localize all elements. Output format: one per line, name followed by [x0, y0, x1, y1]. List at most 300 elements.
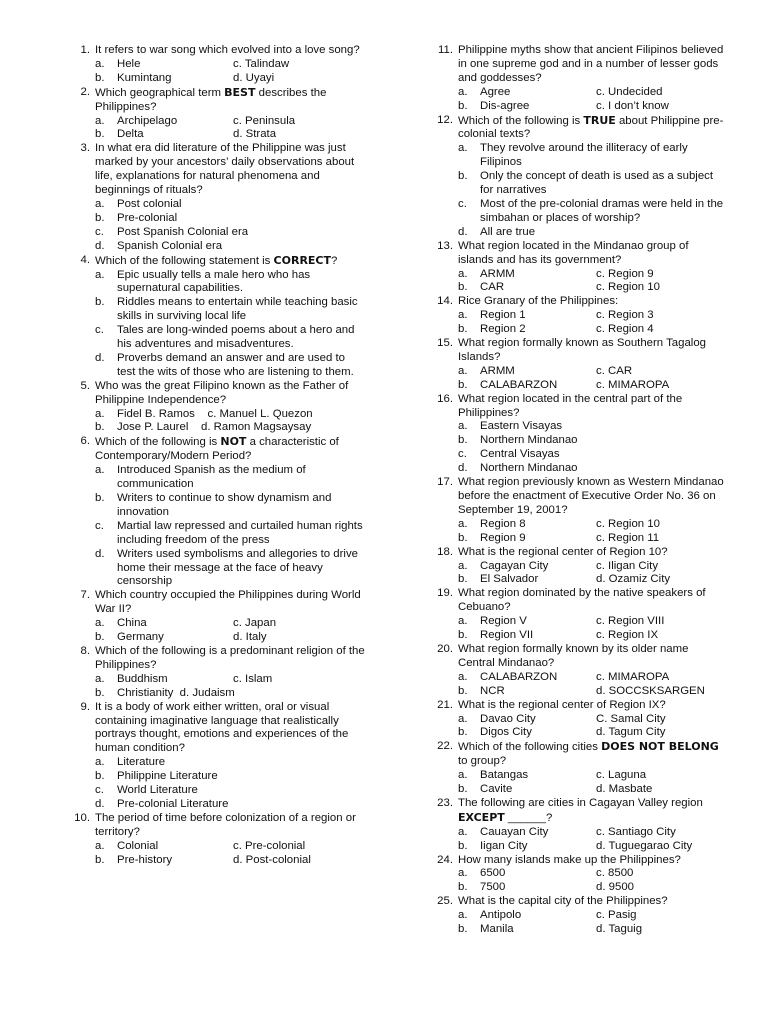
option-letter: a.	[95, 617, 105, 630]
question-item	[423, 643, 727, 699]
question-text: What region previously known as Western Mindanao before the enactment of Executive Order No. 36 on September 19, 2001?	[458, 476, 724, 516]
option-text: World Literature	[117, 784, 198, 797]
question-text: What is the capital city of the Philippines?	[458, 895, 668, 908]
answer-option	[596, 840, 727, 854]
answer-option	[95, 72, 233, 86]
question-item	[423, 476, 727, 546]
answer-option	[458, 867, 596, 881]
answer-option	[95, 492, 366, 520]
question-text: What is the regional center of Region 10?	[458, 545, 668, 558]
option-text: Batangas	[480, 769, 529, 782]
question-text: Which of the following cities DOES NOT BELONG to group?	[458, 740, 719, 768]
question-item	[60, 86, 366, 143]
question-item	[423, 393, 727, 476]
option-letter: b.	[95, 71, 105, 84]
option-letter: a.	[95, 114, 105, 127]
question-number: 12.	[437, 113, 453, 126]
option-letter: b.	[458, 839, 468, 852]
question-item	[423, 295, 727, 337]
question-item	[60, 435, 366, 589]
question-number: 21.	[437, 698, 453, 711]
answer-option	[596, 826, 727, 840]
answer-option	[596, 867, 727, 881]
answer-option	[95, 226, 366, 240]
answer-options	[95, 673, 366, 701]
option-letter: b.	[458, 726, 468, 739]
question-number: 20.	[437, 642, 453, 655]
answer-option	[233, 128, 366, 142]
option-letter: b.	[95, 686, 105, 699]
option-letter: d.	[95, 351, 105, 364]
question-text: Rice Granary of the Philippines:	[458, 295, 619, 308]
emphasis-text: DOES NOT BELONG	[601, 740, 719, 754]
question-item	[60, 142, 366, 253]
option-text: Writers to continue to show dynamism and innovation	[117, 492, 335, 518]
option-letter: b.	[458, 629, 468, 642]
answer-option	[95, 798, 366, 812]
option-text: Region 8	[480, 517, 526, 530]
question-item	[60, 701, 366, 812]
option-text: China	[117, 617, 147, 630]
question-item	[60, 44, 366, 86]
question-text: Who was the great Filipino known as the Father of Philippine Independence?	[95, 379, 349, 406]
answer-option	[458, 420, 727, 434]
option-text: Pre-colonial	[117, 211, 178, 224]
question-text: What region formally known by its older name Central Mindanao?	[458, 642, 689, 669]
answer-option	[95, 128, 233, 142]
question-number: 22.	[437, 740, 453, 753]
answer-option	[95, 617, 233, 631]
option-text: Germany	[117, 631, 164, 644]
answer-option	[596, 532, 727, 546]
option-letter: d.	[95, 797, 105, 810]
answer-option	[233, 617, 366, 631]
question-text: What region located in the central part of the Philippines?	[458, 392, 683, 419]
answer-option	[596, 881, 727, 895]
option-text: Most of the pre-colonial dramas were held in the simbahan or places of worship?	[480, 197, 727, 224]
answer-option	[596, 323, 727, 337]
answer-option	[458, 142, 727, 170]
question-number: 1.	[80, 44, 90, 56]
option-text: c. Santiago City	[596, 825, 676, 838]
option-letter: a.	[458, 267, 468, 280]
answer-options	[458, 713, 727, 741]
option-text: Philippine Literature	[117, 770, 218, 783]
answer-option	[596, 909, 727, 923]
option-text: c. MIMAROPA	[596, 378, 670, 391]
emphasis-text: EXCEPT	[458, 810, 505, 824]
option-letter: d.	[95, 239, 105, 252]
question-item	[423, 699, 727, 741]
emphasis-text: BEST	[224, 85, 256, 99]
question-item	[423, 797, 727, 854]
answer-option	[95, 269, 366, 297]
answer-option	[458, 309, 596, 323]
option-text: Kumintang	[117, 71, 172, 84]
answer-option	[95, 421, 366, 435]
answer-options	[458, 826, 727, 854]
question-number: 4.	[80, 253, 90, 266]
answer-option	[596, 685, 727, 699]
answer-options	[458, 86, 727, 114]
answer-option	[95, 687, 366, 701]
question-number: 11.	[438, 44, 453, 56]
option-text: c. Region 4	[596, 323, 654, 336]
option-letter: a.	[458, 364, 468, 377]
answer-option	[458, 518, 596, 532]
option-text: Cagayan City	[480, 559, 549, 572]
option-letter: c.	[95, 784, 104, 797]
option-text: Manila	[480, 923, 514, 936]
option-text: c. MIMAROPA	[596, 670, 670, 683]
option-text: Region 2	[480, 323, 526, 336]
answer-option	[458, 226, 727, 240]
question-number: 15.	[437, 337, 453, 350]
option-text: Fidel B. Ramos c. Manuel L. Quezon	[117, 407, 313, 420]
answer-options	[458, 420, 727, 476]
answer-options	[95, 617, 366, 645]
answer-option	[95, 520, 366, 548]
option-text: Spanish Colonial era	[117, 239, 223, 252]
answer-options	[458, 268, 727, 296]
answer-options	[458, 671, 727, 699]
left-question-column	[60, 44, 366, 867]
answer-option	[458, 840, 596, 854]
option-letter: a.	[95, 672, 105, 685]
answer-options	[458, 518, 727, 546]
option-text: Region VII	[480, 629, 534, 642]
option-text: c. I don’t know	[596, 99, 669, 112]
question-text: Which geographical term BEST describes the Philippines?	[95, 85, 327, 113]
answer-options	[95, 269, 366, 380]
answer-option	[458, 323, 596, 337]
option-text: CALABARZON	[480, 670, 558, 683]
option-text: d. Uyayi	[233, 71, 275, 84]
answer-options	[458, 142, 727, 239]
option-text: c. Japan	[233, 617, 277, 630]
option-text: Only the concept of death is used as a subject for narratives	[480, 170, 717, 197]
question-text: Which country occupied the Philippines during World War II?	[95, 589, 361, 616]
question-text: Which of the following statement is CORRECT?	[95, 253, 338, 267]
option-text: Dis-agree	[480, 99, 530, 112]
answer-options	[458, 560, 727, 588]
option-text: Northern Mindanao	[480, 462, 578, 475]
answer-options	[458, 909, 727, 937]
option-letter: b.	[95, 770, 105, 783]
answer-option	[596, 86, 727, 100]
option-letter: b.	[458, 573, 468, 586]
question-number: 19.	[437, 587, 453, 600]
option-text: c. Islam	[233, 672, 273, 685]
option-text: CALABARZON	[480, 378, 558, 391]
question-text: It refers to war song which evolved into a love song?	[95, 44, 360, 56]
option-text: ARMM	[480, 364, 515, 377]
option-text: c. Laguna	[596, 769, 647, 782]
option-text: NCR	[480, 684, 505, 697]
question-item	[423, 44, 727, 114]
answer-option	[95, 324, 366, 352]
option-text: Archipelago	[117, 114, 178, 127]
option-letter: b.	[95, 296, 105, 309]
answer-option	[458, 268, 596, 282]
option-text: c. Region 11	[596, 531, 660, 544]
answer-option	[458, 923, 596, 937]
answer-option	[458, 365, 596, 379]
option-letter: b.	[458, 783, 468, 796]
answer-options	[95, 840, 366, 868]
answer-option	[596, 671, 727, 685]
option-text: c. Undecided	[596, 85, 663, 98]
option-text: Jose P. Laurel d. Ramon Magsaysay	[117, 421, 312, 434]
option-text: c. 8500	[596, 867, 634, 880]
option-text: C. Samal City	[596, 712, 666, 725]
question-text: What region formally known as Southern Tagalog Islands?	[458, 337, 706, 363]
question-item	[423, 895, 727, 937]
answer-option	[95, 840, 233, 854]
option-letter: d.	[458, 462, 468, 475]
option-text: d. Taguig	[596, 923, 643, 936]
option-text: d. Post-colonial	[233, 853, 311, 866]
question-text: In what era did literature of the Philippine was just marked by your ancestors’ daily observations about life, explanations for natural phenomena and beginnings of rituals?	[95, 142, 355, 197]
answer-options	[458, 309, 727, 337]
option-text: d. SOCCSKSARGEN	[596, 684, 705, 697]
answer-option	[458, 909, 596, 923]
question-number: 9.	[80, 700, 90, 713]
option-text: Antipolo	[480, 909, 522, 922]
option-text: Digos City	[480, 726, 532, 739]
answer-option	[458, 198, 727, 226]
option-letter: b.	[458, 99, 468, 112]
question-number: 10.	[74, 811, 90, 824]
question-text: How many islands make up the Philippines?	[458, 853, 681, 866]
question-text: Which of the following is a predominant religion of the Philippines?	[95, 644, 365, 671]
option-letter: b.	[95, 853, 105, 866]
option-text: Region V	[480, 615, 527, 628]
question-item	[423, 240, 727, 296]
answer-option	[596, 629, 727, 643]
question-text: The following are cities in Cagayan Valley region EXCEPT ______?	[458, 796, 703, 824]
option-text: Pre-colonial Literature	[117, 797, 229, 810]
option-text: Eastern Visayas	[480, 420, 563, 433]
option-letter: a.	[458, 517, 468, 530]
option-text: d. Tuguegarao City	[596, 839, 693, 852]
answer-option	[95, 115, 233, 129]
option-letter: b.	[458, 881, 468, 894]
question-item	[60, 254, 366, 380]
option-text: Epic usually tells a male hero who has supernatural capabilities.	[117, 268, 314, 295]
answer-options	[95, 58, 366, 86]
option-letter: b.	[95, 631, 105, 644]
answer-option	[95, 296, 366, 324]
option-text: c. Region 3	[596, 309, 654, 322]
option-letter: a.	[458, 867, 468, 880]
question-text: What is the regional center of Region IX?	[458, 698, 666, 711]
answer-option	[458, 826, 596, 840]
answer-option	[596, 309, 727, 323]
answer-option	[458, 615, 596, 629]
option-letter: b.	[95, 421, 105, 434]
option-letter: a.	[458, 670, 468, 683]
option-letter: a.	[458, 615, 468, 628]
option-text: ARMM	[480, 267, 515, 280]
option-text: Delta	[117, 128, 144, 141]
option-letter: b.	[458, 531, 468, 544]
answer-option	[458, 434, 727, 448]
option-letter: a.	[458, 142, 468, 155]
answer-option	[233, 58, 366, 72]
answer-options	[458, 365, 727, 393]
question-number: 23.	[437, 796, 453, 809]
option-text: c. Peninsula	[233, 114, 296, 127]
option-letter: c.	[458, 448, 467, 461]
question-text: It is a body of work either written, oral or visual containing imaginative language that realistically portrays thought, emotions and experiences of the human condition?	[95, 700, 349, 755]
answer-option	[95, 212, 366, 226]
option-text: Christianity d. Judaism	[117, 686, 235, 699]
answer-option	[458, 783, 596, 797]
option-letter: a.	[458, 712, 468, 725]
answer-option	[458, 379, 596, 393]
option-letter: a.	[95, 756, 105, 769]
question-item	[60, 812, 366, 868]
option-letter: b.	[458, 684, 468, 697]
question-text: What region dominated by the native speakers of Cebuano?	[458, 587, 706, 614]
option-text: Writers used symbolisms and allegories to drive home their message at the face of heavy censorship	[117, 547, 362, 588]
option-text: d. Tagum City	[596, 726, 666, 739]
option-letter: c.	[458, 197, 467, 210]
answer-option	[95, 408, 366, 422]
answer-option	[233, 854, 366, 868]
question-item	[423, 114, 727, 240]
option-letter: b.	[458, 378, 468, 391]
answer-options	[95, 115, 366, 143]
question-number: 24.	[437, 853, 453, 866]
answer-option	[95, 548, 366, 590]
option-text: Central Visayas	[480, 448, 560, 461]
answer-option	[458, 629, 596, 643]
option-letter: a.	[458, 85, 468, 98]
emphasis-text: CORRECT	[273, 253, 332, 267]
answer-option	[458, 532, 596, 546]
option-text: Martial law repressed and curtailed human rights including freedom of the press	[117, 519, 366, 546]
question-number: 8.	[80, 644, 90, 657]
option-text: d. Masbate	[596, 783, 653, 796]
question-number: 14.	[437, 295, 453, 308]
option-letter: a.	[95, 268, 105, 281]
option-text: Region 9	[480, 531, 526, 544]
option-letter: a.	[458, 825, 468, 838]
answer-option	[458, 100, 596, 114]
option-letter: b.	[458, 281, 468, 294]
answer-option	[458, 881, 596, 895]
option-text: Pre-history	[117, 853, 173, 866]
option-letter: b.	[458, 923, 468, 936]
answer-option	[233, 673, 366, 687]
option-text: Post Spanish Colonial era	[117, 225, 249, 238]
option-text: d. Ozamiz City	[596, 573, 671, 586]
answer-option	[233, 72, 366, 86]
question-item	[423, 587, 727, 643]
answer-option	[458, 713, 596, 727]
answer-option	[95, 631, 233, 645]
answer-option	[458, 170, 727, 198]
answer-option	[596, 379, 727, 393]
answer-option	[596, 100, 727, 114]
option-text: Hele	[117, 57, 141, 70]
option-letter: a.	[458, 909, 468, 922]
option-letter: b.	[458, 170, 468, 183]
option-text: They revolve around the illiteracy of early Filipinos	[480, 142, 691, 169]
option-text: c. Region 10	[596, 281, 660, 294]
answer-option	[596, 783, 727, 797]
option-letter: a.	[458, 769, 468, 782]
option-text: Riddles means to entertain while teaching basic skills in surviving local life	[117, 296, 361, 323]
answer-option	[458, 86, 596, 100]
option-text: Proverbs demand an answer and are used to test the wits of those who are listening to them.	[117, 351, 354, 378]
question-item	[423, 337, 727, 393]
answer-options	[95, 464, 366, 589]
option-text: c. Pasig	[596, 909, 637, 922]
option-letter: c.	[95, 225, 104, 238]
answer-option	[233, 840, 366, 854]
option-letter: a.	[458, 420, 468, 433]
question-number: 17.	[437, 476, 453, 489]
option-text: Region 1	[480, 309, 526, 322]
answer-option	[95, 756, 366, 770]
option-letter: b.	[458, 434, 468, 447]
answer-option	[458, 685, 596, 699]
question-number: 6.	[80, 435, 90, 448]
option-text: c. Iligan City	[596, 559, 659, 572]
answer-option	[596, 615, 727, 629]
option-letter: a.	[95, 839, 105, 852]
question-number: 25.	[437, 895, 453, 908]
answer-option	[458, 671, 596, 685]
option-text: Agree	[480, 85, 511, 98]
option-letter: c.	[95, 519, 104, 532]
answer-option	[458, 726, 596, 740]
option-letter: a.	[95, 407, 105, 420]
option-letter: b.	[95, 211, 105, 224]
option-letter: a.	[95, 197, 105, 210]
answer-option	[458, 462, 727, 476]
option-text: Cavite	[480, 783, 513, 796]
answer-option	[458, 281, 596, 295]
question-text: Philippine myths show that ancient Filipinos believed in one supreme god and in a number of lesser gods and goddesses?	[458, 44, 724, 84]
option-text: c. Pre-colonial	[233, 839, 306, 852]
option-text: Literature	[117, 756, 166, 769]
question-number: 3.	[80, 142, 90, 155]
question-item	[423, 546, 727, 588]
option-text: d. Italy	[233, 631, 267, 644]
emphasis-text: TRUE	[583, 113, 616, 127]
option-text: Cauayan City	[480, 825, 549, 838]
answer-options	[458, 615, 727, 643]
option-text: 6500	[480, 867, 506, 880]
answer-option	[95, 240, 366, 254]
option-text: Buddhism	[117, 672, 168, 685]
question-number: 5.	[80, 379, 90, 392]
question-item	[423, 740, 727, 797]
answer-options	[458, 867, 727, 895]
option-text: c. Region IX	[596, 629, 659, 642]
option-text: 7500	[480, 881, 506, 894]
option-letter: d.	[458, 225, 468, 238]
option-text: Introduced Spanish as the medium of communication	[117, 464, 309, 491]
question-number: 16.	[437, 392, 453, 405]
answer-option	[458, 560, 596, 574]
answer-option	[596, 726, 727, 740]
option-letter: b.	[458, 323, 468, 336]
